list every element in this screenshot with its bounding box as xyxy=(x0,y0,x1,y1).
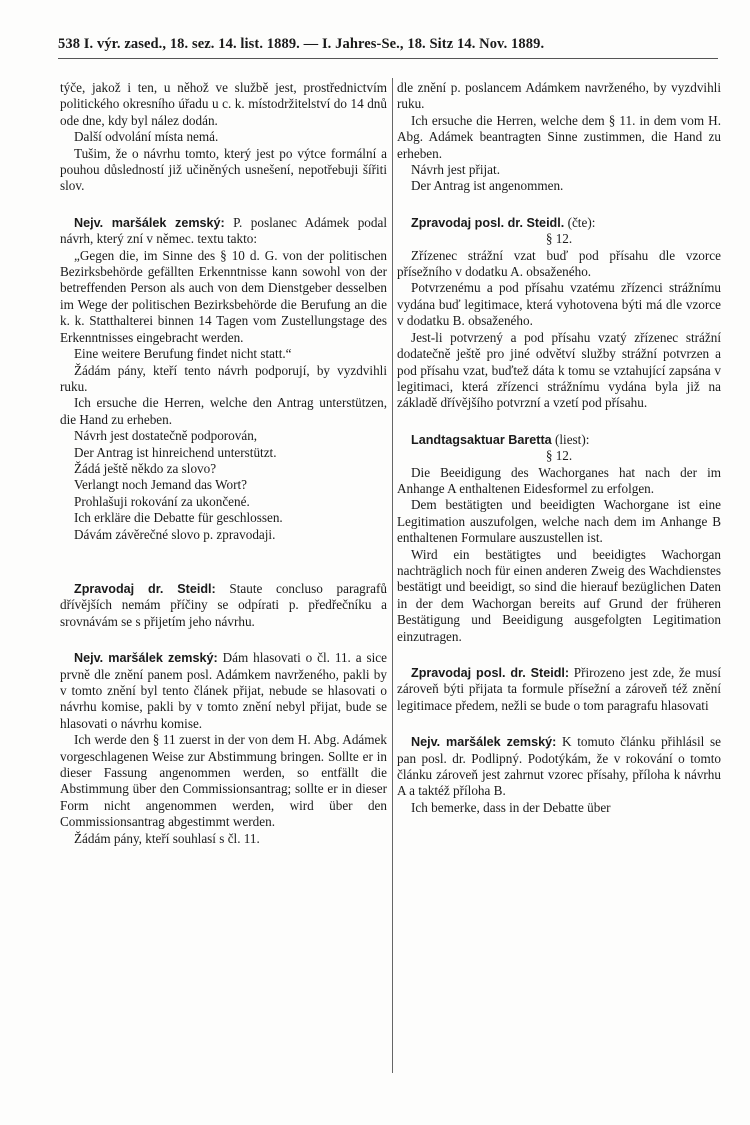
paragraph: Prohlašuji rokování za ukončené. xyxy=(74,493,250,509)
paragraph: Ich ersuche die Herren, welche den Antrag unterstützen, die Hand zu erheben. xyxy=(60,395,387,427)
paragraph: Eine weitere Berufung findet nicht statt.“ xyxy=(74,346,292,362)
speaker-name: Nejv. maršálek zemský: xyxy=(74,651,218,666)
german-paragraph: Wird ein bestätigtes und beeidigtes Wachorgan nachträglich noch für einen anderen Zweig des Wachdienstes bestätigt und beeidigt, so sind die hierauf bezüglichen Daten in der dem Wachorgan bereits auf Grund der früheren Bestätigung und Beeidigung ausgefolgten Legitimation einzutragen. xyxy=(397,546,721,644)
paragraph: Žádám pány, kteří tento návrh podporují, by vyzdvihli ruku. xyxy=(60,362,387,394)
speaker-name: Landtagsaktuar Baretta xyxy=(411,432,552,447)
paragraph: Zřízenec strážní vzat buď pod přísahu dle vzorce přísežního v dodatku A. obsaženého. xyxy=(397,247,721,280)
paragraph: Potvrzenému a pod přísahu vzatému zřízenci strážnímu vydána buď legitimace, která vyhotovena býti má dle vzorce v dodatku B. obsaženého. xyxy=(397,280,721,329)
speaker-name: Zpravodaj posl. dr. Steidl. xyxy=(411,215,565,230)
german-paragraph: „Gegen die, im Sinne des § 10 d. G. von der politischen Bezirksbehörde gefällten Erkenntnisse kann sowohl von der betreffenden Person als auch von dem Dienstgeber desselben im Wege der politischen Bezirksbehörde die Berufung an die k. k. Statthalterei binnen 14 Tagen vom Zustellungstage des Erkenntnisses eingebracht werden. xyxy=(60,247,387,345)
column-divider xyxy=(392,78,393,1073)
speaker-paragraph: Landtagsaktuar Baretta (liest): xyxy=(411,431,590,447)
left-column xyxy=(60,80,387,847)
section-number: § 12. xyxy=(545,231,573,247)
section-number: § 12. xyxy=(545,448,573,464)
right-column xyxy=(397,80,721,816)
paragraph: Ich erkläre die Debatte für geschlossen. xyxy=(74,510,283,526)
speaker-paragraph: Nejv. maršálek zemský: P. poslanec Adámek podal návrh, který zní v němec. textu takto: xyxy=(60,214,387,247)
paragraph: Jest-li potvrzený a pod přísahu vzatý zřízenec strážní dodatečně ještě pro jiné odvětví služby strážní potvrzen a pod přísahu vzat, buďtež dáta k tomu se vztahující zapsána v legitimaci, která zřízenci strážnímu vydána byla již na základě dřívějšího potvrzní a vzetí pod přísahu. xyxy=(397,329,721,411)
paragraph: Der Antrag ist hinreichend unterstützt. xyxy=(74,444,277,460)
paragraph: Návrh jest dostatečně podporován, xyxy=(74,428,258,444)
speaker-paragraph: Nejv. maršálek zemský: K tomuto článku přihlásil se pan posl. dr. Podlipný. Podotýkám, že v rokování o tomto článku zároveň jest zahrnut vzorec přísahy, příloha k návrhu A a taktéž příloha B. xyxy=(397,734,721,799)
speaker-paragraph: Zpravodaj posl. dr. Steidl: Přirozeno jest zde, že musí zároveň býti přijata ta formule přísežní a zároveň též znění legitimace předem, nežli se bude o tom paragrafu hlasovati xyxy=(397,665,721,713)
paragraph: Další odvolání místa nemá. xyxy=(74,129,219,145)
paragraph: Tušim, že o návrhu tomto, který jest po výtce formální a pouhou důsledností již učiněných usnešení, nepotřebuji šířiti slov. xyxy=(60,145,387,194)
paragraph: Dávám závěrečné slovo p. zpravodaji. xyxy=(74,526,276,542)
paragraph: Návrh jest přijat. xyxy=(411,162,500,178)
speaker-name: Zpravodaj dr. Steidl: xyxy=(74,581,216,596)
german-paragraph: Ich ersuche die Herren, welche dem § 11. in dem vom H. Abg. Adámek beantragten Sinne zustimmen, die Hand zu erheben. xyxy=(397,112,721,161)
speaker-name: Nejv. maršálek zemský: xyxy=(411,735,557,750)
speaker-name: Zpravodaj posl. dr. Steidl: xyxy=(411,666,570,680)
german-paragraph: Die Beeidigung des Wachorganes hat nach der im Anhange A enthaltenen Eidesformel zu erfolgen. xyxy=(397,464,721,496)
german-paragraph: Dem bestätigten und beeidigten Wachorgane ist eine Legitimation auszufolgen, welche nach dem im Anhange B enthaltenen Formulare auszustellen ist. xyxy=(397,497,721,546)
paragraph: Der Antrag ist angenommen. xyxy=(411,178,564,194)
paragraph: Žádá ještě někdo za slovo? xyxy=(74,460,217,476)
speaker-paragraph: Zpravodaj dr. Steidl: Staute concluso paragrafů dřívějších nemám příčiny se odpírati p. předřečníku a srovnávám se s přijetím jeho návrhu. xyxy=(60,580,388,629)
speaker-paragraph: Nejv. maršálek zemský: Dám hlasovati o čl. 11. a sice prvně dle znění panem posl. Adámkem navrženého, pakli by v tomto znění byl tento článek přijat, nebude se hlasovati o návrhu komise, pakli by v tomto znění nebyl přijat, bude se hlasovati o návrhu komise. xyxy=(60,650,387,731)
paragraph: Verlangt noch Jemand das Wort? xyxy=(74,477,248,493)
header-rule xyxy=(58,58,718,59)
german-paragraph: Ich bemerke, dass in der Debatte über xyxy=(411,799,611,815)
speaker-name: Nejv. maršálek zemský: xyxy=(74,215,225,230)
german-paragraph: Ich werde den § 11 zuerst in der von dem H. Abg. Adámek vorgeschlagenen Weise zur Abstimmung bringen. Sollte er in dieser Fassung angenommen werden, so entfällt die Abstimmung über den Commissionsantrag; sollte er in dieser Form nicht angenommen werden, wird über den Commissionsantrag abgestimmt werden. xyxy=(60,732,387,830)
paragraph: Žádám pány, kteří souhlasí s čl. 11. xyxy=(74,830,260,846)
page-header: 538 I. výr. zased., 18. sez. 14. list. 1889. — I. Jahres-Se., 18. Sitz 14. Nov. 1889. xyxy=(58,36,545,52)
speaker-paragraph: Zpravodaj posl. dr. Steidl. (čte): xyxy=(411,214,596,230)
paragraph: týče, jakož i ten, u něhož ve službě jest, prostřednictvím politického okresního úřadu u c. k. místodržitelství do 14 dnů ode dne, kdy byl nález dodán. xyxy=(60,80,387,128)
paragraph: dle znění p. poslancem Adámkem navrženého, by vyzdvihli ruku. xyxy=(397,80,721,112)
